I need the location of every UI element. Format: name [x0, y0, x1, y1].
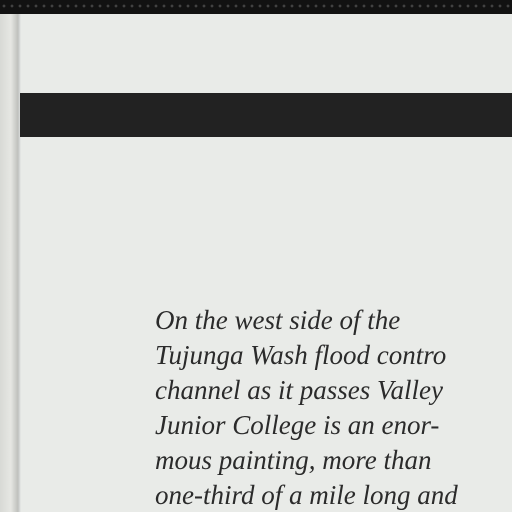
page-spine-strip — [0, 14, 18, 512]
text-line: Tujunga Wash flood contro — [155, 340, 447, 370]
text-line: mous painting, more than — [155, 445, 432, 475]
article-paragraph — [155, 303, 512, 512]
spine-shadow — [18, 14, 21, 512]
binding-edge — [0, 0, 512, 14]
text-line: Junior College is an enor- — [155, 410, 440, 440]
text-line: one-third of a mile long and — [155, 480, 458, 510]
text-line: On the west side of the — [155, 305, 401, 335]
black-header-band — [20, 93, 512, 137]
text-line: channel as it passes Valley — [155, 375, 443, 405]
